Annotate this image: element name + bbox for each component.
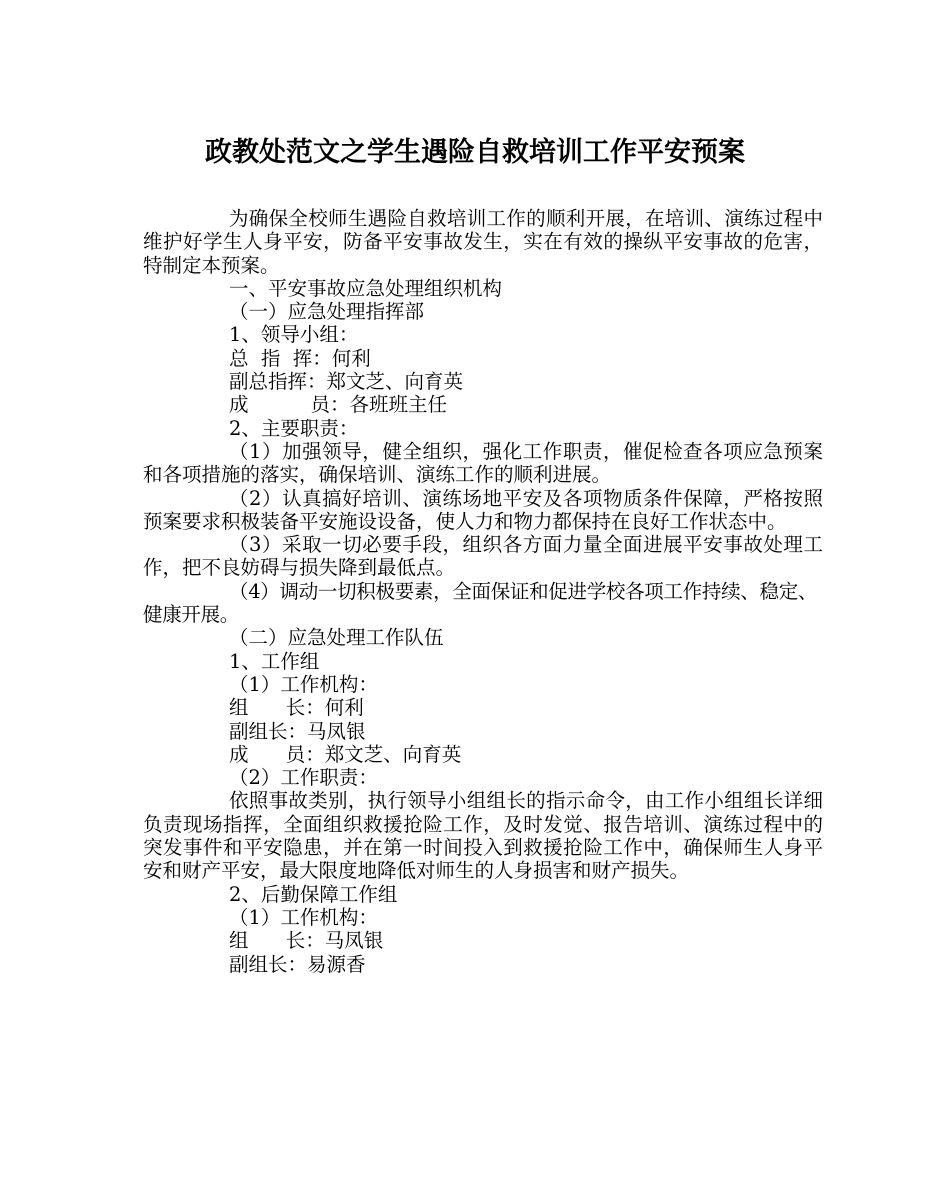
line-members: 成 员：各班班主任 [229,393,447,417]
paragraph-intro: 为确保全校师生遇险自救培训工作的顺利开展，在培训、演练过程中维护好学生人身平安，防备平安事故发生，实在有效的操纵平安事故的危害，特制定本预案。 [143,207,823,277]
line-deputy-commander: 副总指挥：郑文芝、向育英 [229,370,464,394]
heading-logistics-organization: （1）工作机构： [229,905,378,929]
heading-subsection-1: （一）应急处理指挥部 [229,300,425,324]
heading-work-duties: （2）工作职责： [229,766,378,790]
line-group-members: 成 员：郑文芝、向育英 [229,742,462,766]
duty-item-3: （3）采取一切必要手段，组织各方面力量全面进展平安事故处理工作，把不良妨碍与损失降到最低点。 [143,533,823,580]
document-title: 政教处范文之学生遇险自救培训工作平安预案 [205,137,745,168]
line-group-leader: 组 长：何利 [229,696,364,720]
heading-work-organization: （1）工作机构： [229,672,378,696]
line-logistics-deputy: 副组长：易源香 [229,952,366,976]
heading-logistics-group: 2、后勤保障工作组 [229,882,398,906]
heading-leadership-group: 1、领导小组： [229,323,359,347]
heading-work-group: 1、工作组 [229,649,320,673]
heading-subsection-2: （二）应急处理工作队伍 [229,626,444,650]
heading-section-1: 一、平安事故应急处理组织机构 [229,276,503,300]
line-commander: 总 指 挥：何利 [229,346,371,370]
line-deputy-group-leader: 副组长：马凤银 [229,719,366,743]
document-body [143,207,823,976]
duty-item-1: （1）加强领导，健全组织，强化工作职责，催促检查各项应急预案和各项措施的落实，确保培训、演练工作的顺利进展。 [143,439,823,487]
line-logistics-leader: 组 长：马凤银 [229,929,384,953]
paragraph-work-duties: 依照事故类别，执行领导小组组长的指示命令，由工作小组组长详细负责现场指挥，全面组织救援抢险工作，及时发觉、报告培训、演练过程中的突发事件和平安隐患，并在第一时间投入到救援抢险工作中，确保师生人身平安和财产平安，最大限度地降低对师生的人身损害和财产损失。 [143,789,823,883]
duty-item-2: （2）认真搞好培训、演练场地平安及各项物质条件保障，严格按照预案要求积极装备平安施设设备，使人力和物力都保持在良好工作状态中。 [143,486,823,533]
duty-item-4: （4）调动一切积极要素，全面保证和促进学校各项工作持续、稳定、健康开展。 [143,579,818,627]
heading-main-duties: 2、主要职责： [229,416,359,440]
